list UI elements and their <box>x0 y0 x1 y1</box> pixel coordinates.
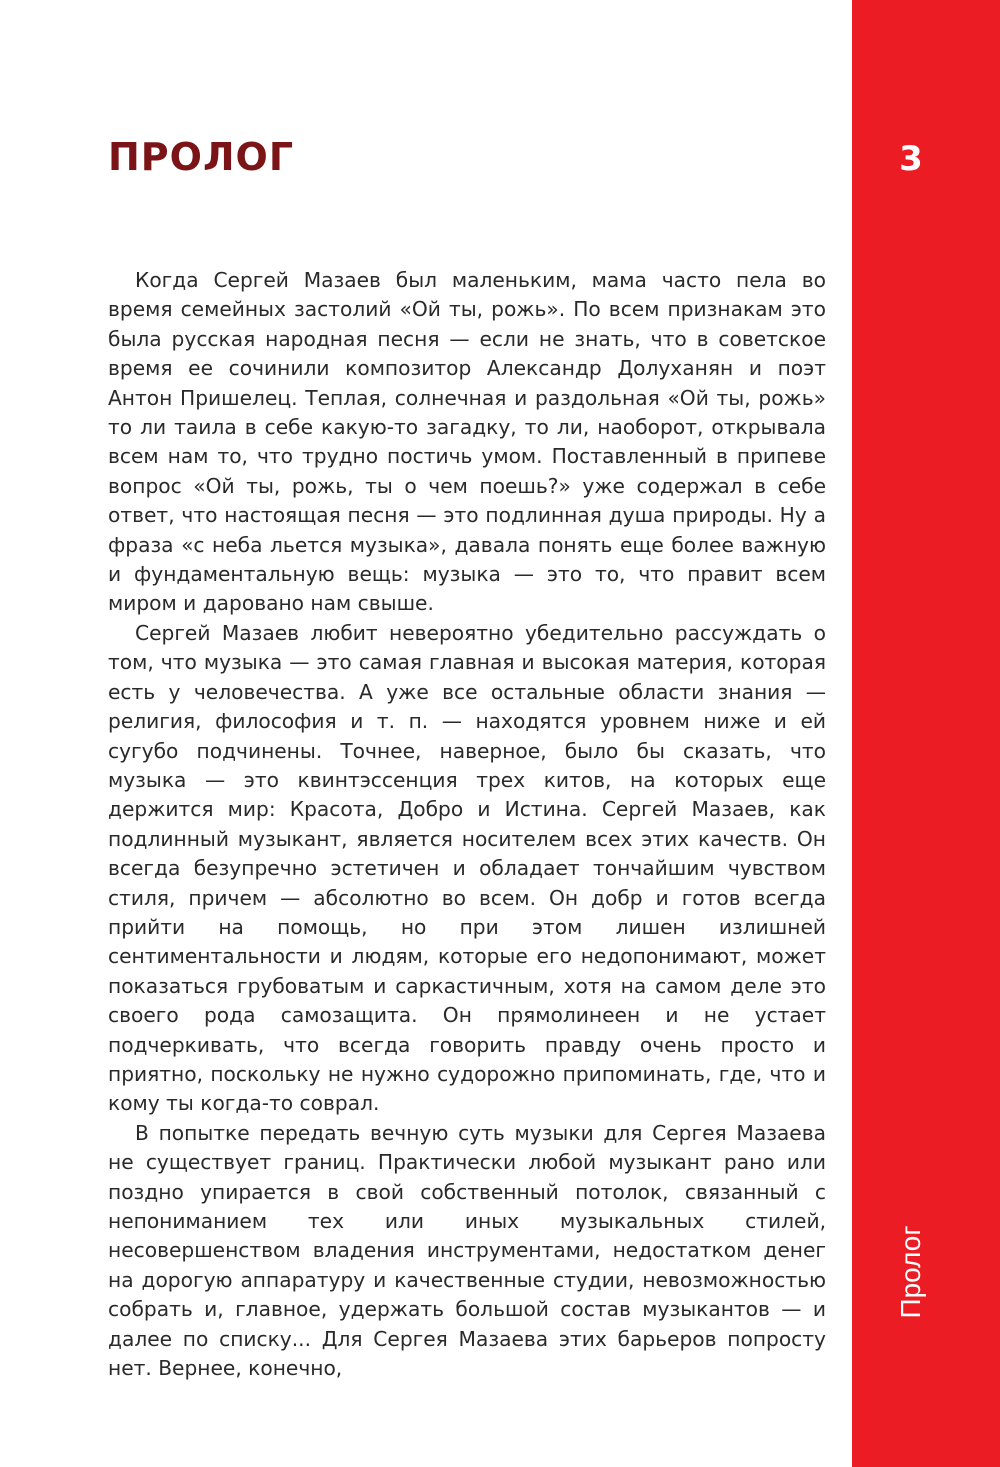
paragraph-2: Сергей Мазаев любит невероятно убедительно рассуждать о том, что музыка — это самая главная и высокая материя, которая есть у человечества. А уже все остальные области знания — религия, философия и т. п. — находятся уровнем ниже и ей сугубо подчинены. Точнее, наверное, было бы сказать, что музыка — это квинтэссенция трех китов, на которых еще держится мир: Красота, Добро и Истина. Сергей Мазаев, как подлинный музыкант, является носителем всех этих качеств. Он всегда безупречно эстетичен и обладает тончайшим чувством стиля, причем — абсолютно во всем. Он добр и готов всегда прийти на помощь, но при этом лишен излишней сентиментальности и людям, которые его недопонимают, может показаться грубоватым и саркастичным, хотя на самом деле это своего рода самозащита. Он прямолинеен и не устает подчеркивать, что всегда говорить правду очень просто и приятно, поскольку не нужно судорожно припоминать, где, что и кому ты когда-то соврал. <box>108 620 826 1116</box>
paragraph-1: Когда Сергей Мазаев был маленьким, мама часто пела во время семейных застолий «Ой ты, рожь». По всем признакам это была русская народная песня — если не знать, что в советское время ее сочинили композитор Александр Долуханян и поэт Антон Пришелец. Теплая, солнечная и раздольная «Ой ты, рожь» то ли таила в себе какую-то загадку, то ли, наоборот, открывала всем нам то, что трудно постичь умом. Поставленный в припеве вопрос «Ой ты, рожь, ты о чем поешь?» уже содержал в себе ответ, что настоящая песня — это подлинная душа природы. Ну а фраза «с неба льется музыка», давала понять еще более важную и фундаментальную вещь: музыка — это то, что правит всем миром и даровано нам свыше. <box>108 268 826 616</box>
page-number: 3 <box>899 139 923 179</box>
running-header: Пролог <box>895 1225 926 1319</box>
chapter-sidebar <box>852 0 1000 1467</box>
chapter-title: ПРОЛОГ <box>108 135 295 179</box>
body-text <box>108 266 826 1383</box>
paragraph-3: В попытке передать вечную суть музыки для Сергея Мазаева не существует границ. Практически любой музыкант рано или поздно упирается в свой собственный потолок, связанный с непониманием тех или иных музыкальных стилей, несовершенством владения инструментами, недостатком денег на дорогую аппаратуру и качественные студии, невозможностью собрать и, главное, удержать большой состав музыкантов — и далее по списку... Для Сергея Мазаева этих барьеров попросту нет. Вернее, конечно, <box>108 1120 826 1381</box>
